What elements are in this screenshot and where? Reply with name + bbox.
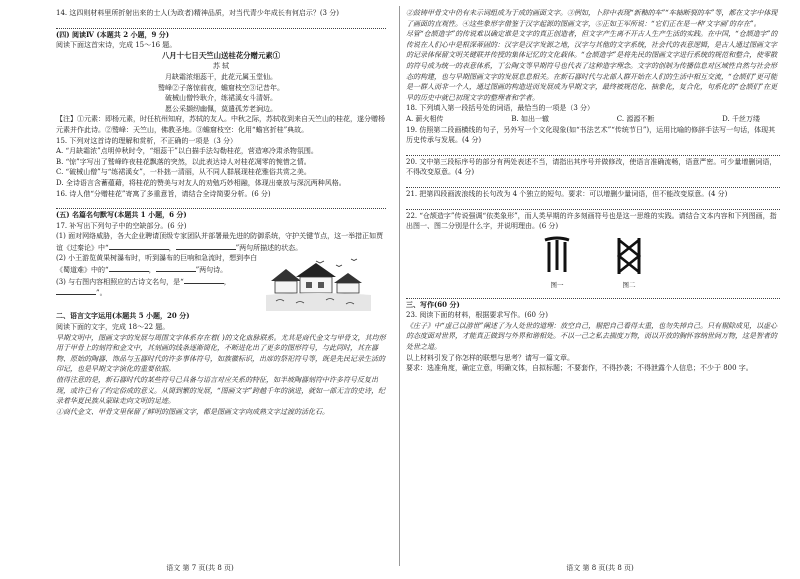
- blank: [184, 276, 224, 284]
- blank: [109, 264, 149, 272]
- poem-line: 月缺霜浓细蕊干，此花元属玉堂仙。: [165, 72, 277, 81]
- passage-paragraph: 值得注意的是，新石器时代的某些符号已具备与语言对应关系的特征，如半坡陶器刻符中许多符号反复出现，或许已有了约定俗成的意义。从简到繁的发展，“图画文字”跨越千年的演进，就如一部无言的史诗，纪录着华夏民族从蒙昧走向文明的足迹。: [56, 376, 386, 406]
- landscape-illustration: [266, 253, 371, 311]
- oracle-glyph-2-icon: [613, 234, 645, 278]
- blank: [109, 242, 169, 250]
- question-14: 14. 这四则材料里所折射出来的士人(为政者)精神品质，对当代青少年成长有何启示？(3 分): [56, 9, 339, 17]
- figures: [406, 234, 780, 289]
- section-4-heading: (四) 阅读Ⅳ (本题共 2 小题，9 分): [56, 29, 170, 39]
- question-21: 21. 把第四段画波浪线的长句改为 4 个独立的短句。要求：可以增删少量词语，但不能改变原意。(4 分): [406, 189, 728, 198]
- poem-note: 【注】①元素：即杨元素，时任杭州知府，苏轼的友人。中秋之际，苏轼收到来自天竺山的桂花，遂分赠杨元素并作此诗。②鹫峰：天竺山，佛教圣地。③蟾窟枝空：化用“蟾宫折桂”典故。: [56, 115, 385, 134]
- question-15: 15. 下列对这首诗的理解和赏析，不正确的一项是（3 分）: [56, 136, 238, 145]
- poem-line: 破械山僧怜耿介，练裙溪女斗清妍。: [165, 94, 277, 103]
- question-23: 23. 阅读下面的材料，根据要求写作。(60 分): [406, 311, 548, 320]
- page-footer: 语文 第 7 页(共 8 页): [166, 564, 234, 572]
- question-19: 19. 仿照第二段画横线的句子，另外写一个文化现象(如“书法艺术”“传统节日”)，运用比喻的修辞手法写一句话，体现其历史传承与发展。(4 分): [406, 125, 776, 145]
- question-22: 22. “仓颉造字”传说强调“依类象形”，而人类早期的许多刻画符号也是这一思维的实践。请结合文本内容和下列图画，指出图一、图二分别是什么字，并说明理由。(6 分): [406, 211, 777, 231]
- option-a: A. 薪火相传: [406, 114, 444, 123]
- section-2-heading: 二、语言文字运用(本题共 5 小题，20 分): [56, 311, 190, 321]
- question-17-2: (2) 小王游览黄果树瀑布时，听到瀑布的巨响和急流时，想到李白《蜀道难》中的“ ， ”两句诗。: [56, 254, 258, 275]
- option-c: C. “破械山僧”与“练裙溪女”，一朴拙一清丽，从不同人群展现桂花雅俗共赏之美。: [56, 168, 311, 177]
- figure-1-caption: 图一: [550, 280, 564, 289]
- essay-prompt: 以上材料引发了你怎样的联想与思考？请写一篇文章。: [406, 353, 574, 362]
- poem-title: 八月十七日天竺山送桂花分赠元素①: [161, 50, 281, 60]
- options-row: [406, 114, 780, 125]
- essay-requirements: 要求：选准角度，确定立意，明确文体，自拟标题；不要套作，不得抄袭；不得泄露个人信息；不少于 800 字。: [406, 364, 753, 373]
- question-18: 18. 下列填入第一段括号处的词语，最恰当的一项是（3 分）: [406, 104, 595, 113]
- figure-2-caption: 图二: [622, 280, 636, 289]
- option-d: D. 千丝万缕: [722, 114, 760, 123]
- answer-line: [406, 290, 780, 299]
- page-footer: 语文 第 8 页(共 8 页): [566, 564, 634, 572]
- blank: [56, 287, 96, 295]
- passage-paragraph: ②鼓铸甲骨文中仍有未示词组成为于成的画面文字。③例如，卜辞中表现“新釉的车”“车轴断裂的车”等，都在文字中体现了画面的直观性。④这些象形字借鉴于汉字起源的图画文字，⑤正如王军所说：“它们正在是一种‘文字画’的存在”。: [406, 9, 778, 28]
- essay-material: 《庄子》中“虚己以游世”阐述了为人处世的道理：放空自己，剔把自己看得太重，也勿失掉自己。只有剔除成见，以虚心的态度面对世界，才能真正做到与外界和谐相处。不以一己之私去揣度万物，而以开放的胸怀容纳世间万物，这是智者的处世之道。: [406, 321, 778, 352]
- option-d: D. 全诗语言含蓄蕴藉，将桂花的赞美与对友人的劝勉巧妙相融，体现出豪放与深沉两种风格。: [56, 178, 346, 187]
- figure-2: [613, 234, 645, 289]
- poem-author: 苏 轼: [212, 62, 230, 71]
- poem-line: 愿公采撷纫幽佩，莫遣孤芳老涧边。: [165, 104, 277, 113]
- option-b: B. “惊”字写出了鹫峰昨夜桂花飘落的突然，以此表达诗人对桂花凋零的惋惜之情。: [56, 157, 311, 166]
- passage-paragraph: 尽管“仓颉造字”的传说难以确定谁是文字的真正创造者，但文字产生离不开古人生产生活的实践。在中国，“仓颉造字”的传说在人们心中是根深蒂固的：汉字是汉字发源之地，汉字与其他的文字系统，社会代的表意逻辑，是古人通过图画文字的记录体保留文明关键联并传授的集体记忆的文化载体。“仓颉造字”是将先民的图画文字进行系统的规范和整合，使零散的符号成为统一的表意体系，丁公陶文等早期符号也代表了这种造字理念。文字的创制为传播信息对区域性自然与社会形态的构建，也与早期图画文字的发展息息相关。在新石器时代与北部人群开始在人们的生活中相互交流，“仓颉们”更可能是一群人而非一个人，通过图画的构造进而发展成为早期文字，最终被规范化、抽象化，复合化，句系化的“仓颉们”在更早的历史中就已初现文字的整理者和学者。: [406, 30, 778, 102]
- section-5-heading: (五) 名篇名句默写(本题共 1 小题，6 分): [56, 210, 187, 220]
- option-c: C. 源源不断: [616, 114, 655, 123]
- section-4-intro: 阅读下面这首宋诗，完成 15～16 题。: [56, 41, 177, 50]
- answer-line: [406, 147, 780, 156]
- question-17-3: (3) 与右图内容相照应的古诗文名句，是“ ，”。: [56, 277, 231, 298]
- blank: [156, 264, 196, 272]
- answer-line: [406, 179, 780, 188]
- question-17: 17. 补写出下列句子中的空缺部分。(6 分): [56, 221, 187, 230]
- poem-line: 鹫峰②子落惊前夜，蟾窟枝空③记昔年。: [158, 83, 284, 92]
- option-a: A. “月缺霜浓”点明仲秋时令，“细蕊干”以白描手法勾勒桂花，营造寒冷肃杀物氛围。: [56, 147, 318, 156]
- blank: [176, 242, 236, 250]
- answer-line: [56, 20, 386, 29]
- question-20: 20. 文中第三段标序号的部分有两处表述不当，请指出其序号并做修改，使语言准确流畅，语意严密。可少量增删词语，不得改变原意。(4 分): [406, 157, 777, 177]
- section-2-intro: 阅读下面的文字，完成 18～22 题。: [56, 323, 170, 332]
- answer-line: [56, 200, 386, 209]
- question-17-1: (1) 面对网络威胁，各大企业聘请顶级专家团队并部署最先进的防御系统，守护关键节点，这一举措正如贾谊《过秦论》中“ ， ”两句所描述的状态。: [56, 232, 384, 252]
- question-16: 16. 诗人借“分赠桂花”寄寓了多重意旨，请结合全诗简要分析。(6 分): [56, 189, 271, 198]
- passage-paragraph: 早期文明中，图画文字的发展与周围文字体系存在着( )的文化血脉联系。尤其是商代金文与甲骨文，其均形用于甲骨上的刻符和金文中，其刻画的线条逐渐简化，不断进化出了更多的图形符号，与此同时，其在器物、原始的陶器、饰品与玉器时代的许多事体符号，如族徽标识，出席的祭祀符号等，既是先民记录生活的印记，也是早期文字演化的重要依据。: [56, 333, 386, 374]
- page-8: [400, 0, 800, 579]
- passage-paragraph: ①商代金文、甲骨文里保留了鲜明的图画文字，都是图画文字向成熟文字过渡的活化石。: [56, 407, 329, 416]
- option-b: B. 如出一辙: [511, 114, 549, 123]
- answer-line: [406, 201, 780, 210]
- figure-1: [541, 234, 573, 289]
- section-3-heading: 三、写作(60 分): [406, 299, 460, 309]
- oracle-glyph-1-icon: [541, 234, 573, 278]
